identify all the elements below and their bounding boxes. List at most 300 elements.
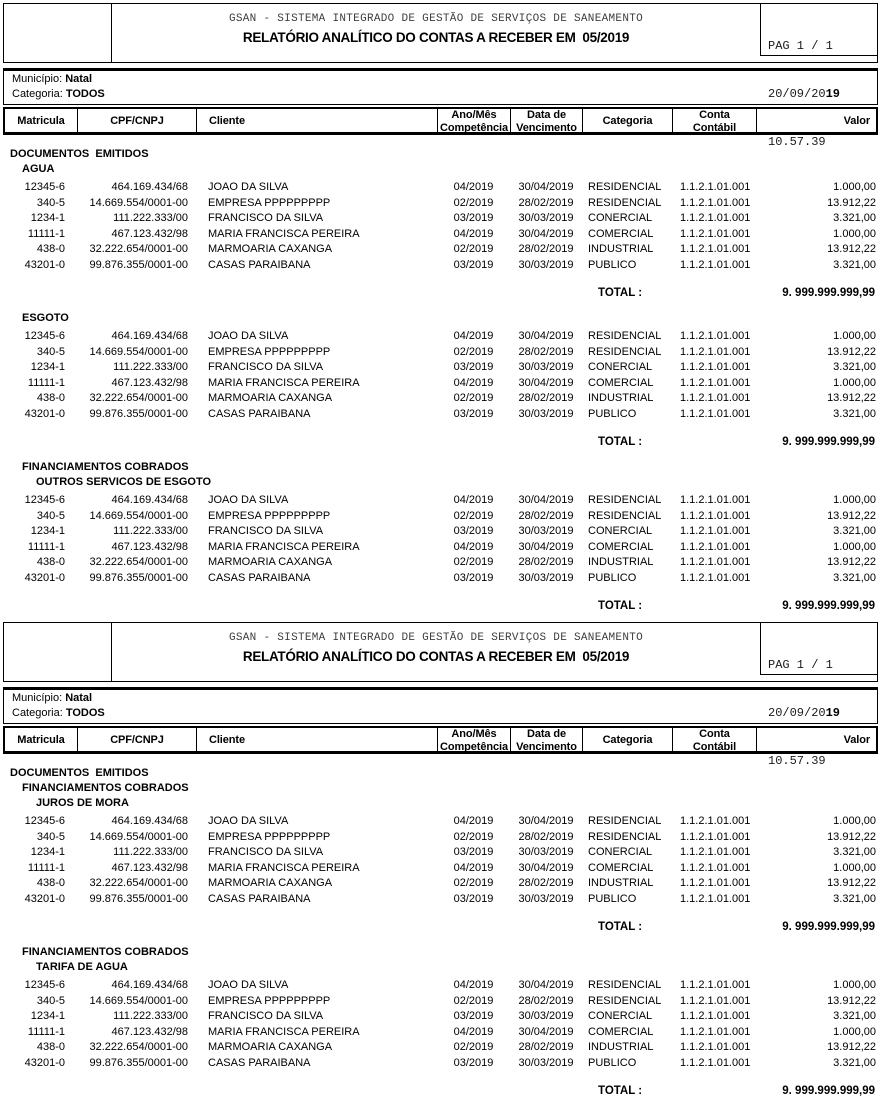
cell-valor: 1.000,00 <box>833 815 876 827</box>
cell-cliente: MARIA FRANCISCA PEREIRA <box>208 227 360 240</box>
cell-valor: 3.321,00 <box>833 212 876 224</box>
table-row <box>3 861 878 877</box>
cell-categoria: RESIDENCIAL <box>588 196 662 209</box>
section-total-row <box>3 599 878 614</box>
cell-cliente: MARMOARIA CAXANGA <box>208 1041 333 1053</box>
cell-cliente: EMPRESA PPPPPPPPP <box>208 509 331 522</box>
table-header <box>3 107 878 135</box>
filter-box <box>3 68 878 105</box>
cell-cliente: MARIA FRANCISCA PEREIRA <box>208 540 360 553</box>
total-label: TOTAL : <box>598 921 643 933</box>
cell-categoria: PUBLICO <box>588 1056 637 1069</box>
column-header-cliente: Cliente <box>196 728 437 753</box>
table-row <box>3 196 878 212</box>
cell-vencimento: 30/04/2019 <box>518 540 574 553</box>
table-row <box>3 571 878 587</box>
report-section <box>0 311 890 450</box>
table-row <box>3 227 878 243</box>
cell-vencimento: 28/02/2019 <box>518 392 574 404</box>
cell-cpf-cnpj: 467.123.432/98 <box>111 376 188 389</box>
cell-vencimento: 30/04/2019 <box>518 815 574 827</box>
municipio-line: Município: Natal <box>12 692 93 704</box>
cell-competencia: 03/2019 <box>453 361 494 373</box>
cell-vencimento: 30/03/2019 <box>518 571 574 584</box>
cell-cpf-cnpj: 14.669.554/0001-00 <box>89 196 188 209</box>
table-row <box>3 978 878 994</box>
column-header-cpf-cnpj: CPF/CNPJ <box>77 109 196 134</box>
cell-vencimento: 30/04/2019 <box>518 376 574 389</box>
cell-matricula: 1234-1 <box>30 846 65 858</box>
cell-valor: 13.912,22 <box>827 830 876 843</box>
report-section <box>0 147 890 301</box>
cell-categoria: RESIDENCIAL <box>588 830 662 843</box>
section-total-row <box>3 920 878 935</box>
cell-cliente: JOAO DA SILVA <box>208 494 289 506</box>
section-rows <box>0 978 890 1071</box>
cell-conta-contabil: 1.1.2.1.01.001 <box>680 571 751 584</box>
municipio-line: Município: Natal <box>12 73 93 85</box>
cell-conta-contabil: 1.1.2.1.01.001 <box>680 540 751 553</box>
cell-conta-contabil: 1.1.2.1.01.001 <box>680 376 751 389</box>
table-row <box>3 892 878 908</box>
cell-matricula: 12345-6 <box>24 330 65 342</box>
report-title: RELATÓRIO ANALÍTICO DO CONTAS A RECEBER EM 05/2019 <box>242 649 630 664</box>
cell-vencimento: 28/02/2019 <box>518 196 574 209</box>
logo-placeholder <box>4 4 112 62</box>
cell-categoria: RESIDENCIAL <box>588 330 662 342</box>
cell-competencia: 02/2019 <box>453 994 494 1007</box>
cell-cliente: CASAS PARAIBANA <box>208 258 311 271</box>
cell-cpf-cnpj: 464.169.434/68 <box>111 494 188 506</box>
cell-cpf-cnpj: 32.222.654/0001-00 <box>89 556 188 568</box>
cell-competencia: 02/2019 <box>453 556 494 568</box>
cell-competencia: 04/2019 <box>453 227 494 240</box>
total-value: 9. 999.999.999,99 <box>782 600 875 612</box>
cell-matricula: 340-5 <box>36 196 65 209</box>
cell-conta-contabil: 1.1.2.1.01.001 <box>680 892 751 905</box>
cell-competencia: 03/2019 <box>453 525 494 537</box>
cell-conta-contabil: 1.1.2.1.01.001 <box>680 815 751 827</box>
cell-conta-contabil: 1.1.2.1.01.001 <box>680 979 751 991</box>
cell-vencimento: 30/03/2019 <box>518 846 574 858</box>
section-total-row <box>3 1084 878 1099</box>
cell-categoria: PUBLICO <box>588 892 637 905</box>
cell-categoria: PUBLICO <box>588 258 637 271</box>
cell-competencia: 02/2019 <box>453 392 494 404</box>
cell-cliente: FRANCISCO DA SILVA <box>208 525 324 537</box>
cell-conta-contabil: 1.1.2.1.01.001 <box>680 1056 751 1069</box>
cell-competencia: 02/2019 <box>453 509 494 522</box>
cell-competencia: 04/2019 <box>453 979 494 991</box>
cell-cpf-cnpj: 464.169.434/68 <box>111 330 188 342</box>
cell-competencia: 03/2019 <box>453 212 494 224</box>
cell-vencimento: 28/02/2019 <box>518 345 574 358</box>
table-header <box>3 726 878 754</box>
cell-cpf-cnpj: 32.222.654/0001-00 <box>89 1041 188 1053</box>
cell-valor: 13.912,22 <box>827 345 876 358</box>
cell-vencimento: 30/03/2019 <box>518 1010 574 1022</box>
cell-cpf-cnpj: 111.222.333/00 <box>113 361 188 373</box>
table-row <box>3 1025 878 1041</box>
cell-cliente: EMPRESA PPPPPPPPP <box>208 345 331 358</box>
cell-vencimento: 28/02/2019 <box>518 994 574 1007</box>
logo-placeholder <box>4 623 112 681</box>
cell-matricula: 438-0 <box>36 877 65 889</box>
cell-matricula: 340-5 <box>36 830 65 843</box>
cell-valor: 13.912,22 <box>827 877 876 889</box>
filter-box <box>3 687 878 724</box>
column-header-conta-contabil: Conta Contábil <box>672 109 756 134</box>
cell-categoria: RESIDENCIAL <box>588 815 662 827</box>
report-time: 10.57.39 <box>768 754 826 768</box>
cell-conta-contabil: 1.1.2.1.01.001 <box>680 196 751 209</box>
cell-matricula: 340-5 <box>36 345 65 358</box>
cell-conta-contabil: 1.1.2.1.01.001 <box>680 258 751 271</box>
cell-valor: 1.000,00 <box>833 540 876 553</box>
cell-categoria: INDUSTRIAL <box>588 877 654 889</box>
table-row <box>3 391 878 407</box>
system-title: GSAN - SISTEMA INTEGRADO DE GESTÃO DE SERVIÇOS DE SANEAMENTO <box>228 632 644 644</box>
report-section <box>0 945 890 1099</box>
cell-cliente: EMPRESA PPPPPPPPP <box>208 196 331 209</box>
cell-vencimento: 28/02/2019 <box>518 1041 574 1053</box>
report-section <box>0 460 890 614</box>
column-header-matricula: Matricula <box>17 734 65 747</box>
system-title: GSAN - SISTEMA INTEGRADO DE GESTÃO DE SERVIÇOS DE SANEAMENTO <box>228 13 644 25</box>
cell-competencia: 03/2019 <box>453 571 494 584</box>
cell-categoria: RESIDENCIAL <box>588 509 662 522</box>
column-header-cliente: Cliente <box>196 109 437 134</box>
total-label: TOTAL : <box>598 436 643 448</box>
cell-valor: 1.000,00 <box>833 181 876 193</box>
column-header-categoria: Categoria <box>582 109 672 134</box>
column-header-competencia: Ano/Mês Competência <box>437 109 510 134</box>
cell-cpf-cnpj: 99.876.355/0001-00 <box>89 571 188 584</box>
report-section <box>0 766 890 935</box>
cell-vencimento: 30/03/2019 <box>518 525 574 537</box>
table-row <box>3 258 878 274</box>
cell-valor: 3.321,00 <box>833 892 876 905</box>
cell-conta-contabil: 1.1.2.1.01.001 <box>680 330 751 342</box>
cell-matricula: 438-0 <box>36 243 65 255</box>
cell-competencia: 02/2019 <box>453 830 494 843</box>
cell-valor: 3.321,00 <box>833 361 876 373</box>
table-row <box>3 329 878 345</box>
cell-competencia: 04/2019 <box>453 494 494 506</box>
cell-cpf-cnpj: 467.123.432/98 <box>111 1025 188 1038</box>
cell-matricula: 11111-1 <box>27 540 65 553</box>
column-header-cpf-cnpj: CPF/CNPJ <box>77 728 196 753</box>
section-heading: DOCUMENTOS EMITIDOS <box>10 148 149 160</box>
page-number: PAG 1 / 1 <box>768 39 833 53</box>
cell-cpf-cnpj: 467.123.432/98 <box>111 861 188 874</box>
cell-cpf-cnpj: 467.123.432/98 <box>111 227 188 240</box>
cell-vencimento: 28/02/2019 <box>518 509 574 522</box>
section-heading: JUROS DE MORA <box>36 797 129 809</box>
cell-matricula: 11111-1 <box>27 861 65 874</box>
cell-conta-contabil: 1.1.2.1.01.001 <box>680 846 751 858</box>
total-value: 9. 999.999.999,99 <box>782 1085 875 1097</box>
categoria-line: Categoria: TODOS <box>12 88 105 100</box>
column-header-valor: Valor <box>756 728 876 753</box>
cell-cliente: MARIA FRANCISCA PEREIRA <box>208 861 360 874</box>
categoria-line: Categoria: TODOS <box>12 707 105 719</box>
cell-conta-contabil: 1.1.2.1.01.001 <box>680 494 751 506</box>
cell-categoria: CONERCIAL <box>588 212 653 224</box>
cell-competencia: 02/2019 <box>453 1041 494 1053</box>
table-row <box>3 211 878 227</box>
report-date: 20/09/2019 <box>768 87 841 101</box>
cell-conta-contabil: 1.1.2.1.01.001 <box>680 556 751 568</box>
cell-cliente: JOAO DA SILVA <box>208 181 289 193</box>
table-row <box>3 242 878 258</box>
cell-competencia: 03/2019 <box>453 407 494 420</box>
table-row <box>3 876 878 892</box>
cell-matricula: 1234-1 <box>30 212 65 224</box>
cell-matricula: 43201-0 <box>24 571 65 584</box>
cell-categoria: CONERCIAL <box>588 525 653 537</box>
cell-valor: 3.321,00 <box>833 525 876 537</box>
cell-competencia: 02/2019 <box>453 243 494 255</box>
table-row <box>3 540 878 556</box>
cell-cliente: JOAO DA SILVA <box>208 979 289 991</box>
cell-matricula: 12345-6 <box>24 815 65 827</box>
cell-conta-contabil: 1.1.2.1.01.001 <box>680 212 751 224</box>
cell-valor: 13.912,22 <box>827 509 876 522</box>
cell-valor: 3.321,00 <box>833 1056 876 1069</box>
cell-categoria: RESIDENCIAL <box>588 994 662 1007</box>
cell-matricula: 12345-6 <box>24 979 65 991</box>
cell-competencia: 04/2019 <box>453 330 494 342</box>
cell-matricula: 1234-1 <box>30 1010 65 1022</box>
column-header-vencimento: Data de Vencimento <box>510 728 582 753</box>
cell-conta-contabil: 1.1.2.1.01.001 <box>680 877 751 889</box>
cell-cpf-cnpj: 111.222.333/00 <box>113 1010 188 1022</box>
cell-cliente: FRANCISCO DA SILVA <box>208 212 324 224</box>
cell-cpf-cnpj: 14.669.554/0001-00 <box>89 345 188 358</box>
cell-vencimento: 28/02/2019 <box>518 877 574 889</box>
cell-categoria: INDUSTRIAL <box>588 243 654 255</box>
cell-cliente: EMPRESA PPPPPPPPP <box>208 994 331 1007</box>
cell-cliente: JOAO DA SILVA <box>208 815 289 827</box>
cell-conta-contabil: 1.1.2.1.01.001 <box>680 243 751 255</box>
report-date: 20/09/2019 <box>768 706 841 720</box>
cell-categoria: INDUSTRIAL <box>588 1041 654 1053</box>
cell-cpf-cnpj: 14.669.554/0001-00 <box>89 509 188 522</box>
cell-valor: 1.000,00 <box>833 376 876 389</box>
cell-conta-contabil: 1.1.2.1.01.001 <box>680 861 751 874</box>
table-row <box>3 360 878 376</box>
cell-categoria: COMERCIAL <box>588 861 654 874</box>
section-heading: FINANCIAMENTOS COBRADOS <box>22 782 189 794</box>
cell-cpf-cnpj: 99.876.355/0001-00 <box>89 892 188 905</box>
cell-matricula: 43201-0 <box>24 407 65 420</box>
cell-valor: 13.912,22 <box>827 243 876 255</box>
cell-vencimento: 30/04/2019 <box>518 494 574 506</box>
cell-vencimento: 30/03/2019 <box>518 212 574 224</box>
cell-conta-contabil: 1.1.2.1.01.001 <box>680 345 751 358</box>
cell-matricula: 12345-6 <box>24 181 65 193</box>
table-row <box>3 1009 878 1025</box>
cell-conta-contabil: 1.1.2.1.01.001 <box>680 525 751 537</box>
table-row <box>3 493 878 509</box>
cell-cliente: FRANCISCO DA SILVA <box>208 361 324 373</box>
column-header-conta-contabil: Conta Contábil <box>672 728 756 753</box>
section-heading: ESGOTO <box>22 312 69 324</box>
cell-categoria: RESIDENCIAL <box>588 979 662 991</box>
cell-competencia: 04/2019 <box>453 1025 494 1038</box>
cell-cliente: MARMOARIA CAXANGA <box>208 877 333 889</box>
cell-vencimento: 30/04/2019 <box>518 227 574 240</box>
section-rows <box>0 814 890 907</box>
cell-cpf-cnpj: 99.876.355/0001-00 <box>89 407 188 420</box>
cell-competencia: 03/2019 <box>453 846 494 858</box>
cell-matricula: 1234-1 <box>30 525 65 537</box>
cell-categoria: CONERCIAL <box>588 361 653 373</box>
cell-conta-contabil: 1.1.2.1.01.001 <box>680 1041 751 1053</box>
cell-valor: 13.912,22 <box>827 392 876 404</box>
cell-cliente: MARIA FRANCISCA PEREIRA <box>208 376 360 389</box>
cell-cpf-cnpj: 99.876.355/0001-00 <box>89 258 188 271</box>
column-header-categoria: Categoria <box>582 728 672 753</box>
cell-vencimento: 30/03/2019 <box>518 892 574 905</box>
cell-categoria: INDUSTRIAL <box>588 392 654 404</box>
cell-valor: 3.321,00 <box>833 1010 876 1022</box>
table-row <box>3 407 878 423</box>
cell-cliente: JOAO DA SILVA <box>208 330 289 342</box>
cell-cliente: FRANCISCO DA SILVA <box>208 846 324 858</box>
total-label: TOTAL : <box>598 600 643 612</box>
table-row <box>3 845 878 861</box>
section-heading: FINANCIAMENTOS COBRADOS <box>22 946 189 958</box>
cell-cpf-cnpj: 111.222.333/00 <box>113 212 188 224</box>
cell-cpf-cnpj: 464.169.434/68 <box>111 815 188 827</box>
section-total-row <box>3 435 878 450</box>
cell-categoria: RESIDENCIAL <box>588 181 662 193</box>
cell-categoria: COMERCIAL <box>588 227 654 240</box>
cell-cpf-cnpj: 464.169.434/68 <box>111 979 188 991</box>
cell-vencimento: 28/02/2019 <box>518 830 574 843</box>
cell-categoria: COMERCIAL <box>588 1025 654 1038</box>
cell-valor: 1.000,00 <box>833 861 876 874</box>
cell-conta-contabil: 1.1.2.1.01.001 <box>680 509 751 522</box>
cell-vencimento: 30/03/2019 <box>518 1056 574 1069</box>
cell-competencia: 03/2019 <box>453 1010 494 1022</box>
table-row <box>3 1040 878 1056</box>
cell-categoria: CONERCIAL <box>588 1010 653 1022</box>
table-row <box>3 524 878 540</box>
cell-matricula: 438-0 <box>36 1041 65 1053</box>
cell-conta-contabil: 1.1.2.1.01.001 <box>680 227 751 240</box>
section-heading: OUTROS SERVICOS DE ESGOTO <box>36 476 212 488</box>
column-header-vencimento: Data de Vencimento <box>510 109 582 134</box>
cell-cliente: FRANCISCO DA SILVA <box>208 1010 324 1022</box>
report-title: RELATÓRIO ANALÍTICO DO CONTAS A RECEBER EM 05/2019 <box>242 30 630 45</box>
cell-vencimento: 28/02/2019 <box>518 243 574 255</box>
cell-competencia: 02/2019 <box>453 196 494 209</box>
cell-categoria: RESIDENCIAL <box>588 345 662 358</box>
cell-matricula: 11111-1 <box>27 1025 65 1038</box>
cell-matricula: 1234-1 <box>30 361 65 373</box>
cell-conta-contabil: 1.1.2.1.01.001 <box>680 830 751 843</box>
report-body <box>0 766 890 1099</box>
table-row <box>3 830 878 846</box>
cell-competencia: 02/2019 <box>453 345 494 358</box>
cell-valor: 1.000,00 <box>833 227 876 240</box>
cell-competencia: 04/2019 <box>453 540 494 553</box>
cell-conta-contabil: 1.1.2.1.01.001 <box>680 361 751 373</box>
table-row <box>3 509 878 525</box>
cell-cliente: CASAS PARAIBANA <box>208 892 311 905</box>
cell-competencia: 04/2019 <box>453 181 494 193</box>
section-total-row <box>3 286 878 301</box>
section-heading: DOCUMENTOS EMITIDOS <box>10 767 149 779</box>
total-value: 9. 999.999.999,99 <box>782 436 875 448</box>
cell-conta-contabil: 1.1.2.1.01.001 <box>680 994 751 1007</box>
cell-valor: 1.000,00 <box>833 494 876 506</box>
cell-matricula: 340-5 <box>36 509 65 522</box>
cell-cpf-cnpj: 99.876.355/0001-00 <box>89 1056 188 1069</box>
section-heading: FINANCIAMENTOS COBRADOS <box>22 461 189 473</box>
cell-valor: 13.912,22 <box>827 556 876 568</box>
cell-cpf-cnpj: 111.222.333/00 <box>113 846 188 858</box>
cell-categoria: RESIDENCIAL <box>588 494 662 506</box>
cell-vencimento: 30/04/2019 <box>518 861 574 874</box>
cell-vencimento: 30/03/2019 <box>518 361 574 373</box>
cell-competencia: 03/2019 <box>453 892 494 905</box>
section-rows <box>0 493 890 586</box>
cell-cliente: CASAS PARAIBANA <box>208 1056 311 1069</box>
cell-vencimento: 30/04/2019 <box>518 1025 574 1038</box>
cell-cpf-cnpj: 32.222.654/0001-00 <box>89 877 188 889</box>
cell-valor: 13.912,22 <box>827 994 876 1007</box>
cell-competencia: 04/2019 <box>453 376 494 389</box>
total-label: TOTAL : <box>598 1085 643 1097</box>
table-row <box>3 180 878 196</box>
cell-matricula: 43201-0 <box>24 1056 65 1069</box>
cell-cpf-cnpj: 32.222.654/0001-00 <box>89 243 188 255</box>
cell-valor: 13.912,22 <box>827 1041 876 1053</box>
section-heading: TARIFA DE AGUA <box>36 961 128 973</box>
cell-matricula: 11111-1 <box>27 376 65 389</box>
section-heading: AGUA <box>22 163 55 175</box>
cell-cliente: EMPRESA PPPPPPPPP <box>208 830 331 843</box>
cell-valor: 1.000,00 <box>833 979 876 991</box>
report-body <box>0 147 890 614</box>
cell-conta-contabil: 1.1.2.1.01.001 <box>680 407 751 420</box>
cell-competencia: 02/2019 <box>453 877 494 889</box>
header-titles <box>112 623 760 681</box>
cell-categoria: PUBLICO <box>588 407 637 420</box>
total-label: TOTAL : <box>598 287 643 299</box>
table-row <box>3 345 878 361</box>
column-header-valor: Valor <box>756 109 876 134</box>
cell-valor: 1.000,00 <box>833 330 876 342</box>
cell-matricula: 43201-0 <box>24 892 65 905</box>
cell-cliente: CASAS PARAIBANA <box>208 571 311 584</box>
cell-vencimento: 30/04/2019 <box>518 979 574 991</box>
cell-matricula: 11111-1 <box>27 227 65 240</box>
cell-vencimento: 30/03/2019 <box>518 407 574 420</box>
table-row <box>3 814 878 830</box>
cell-conta-contabil: 1.1.2.1.01.001 <box>680 181 751 193</box>
cell-valor: 3.321,00 <box>833 571 876 584</box>
cell-cpf-cnpj: 14.669.554/0001-00 <box>89 994 188 1007</box>
cell-matricula: 12345-6 <box>24 494 65 506</box>
cell-vencimento: 30/04/2019 <box>518 330 574 342</box>
cell-conta-contabil: 1.1.2.1.01.001 <box>680 1010 751 1022</box>
cell-cpf-cnpj: 14.669.554/0001-00 <box>89 830 188 843</box>
